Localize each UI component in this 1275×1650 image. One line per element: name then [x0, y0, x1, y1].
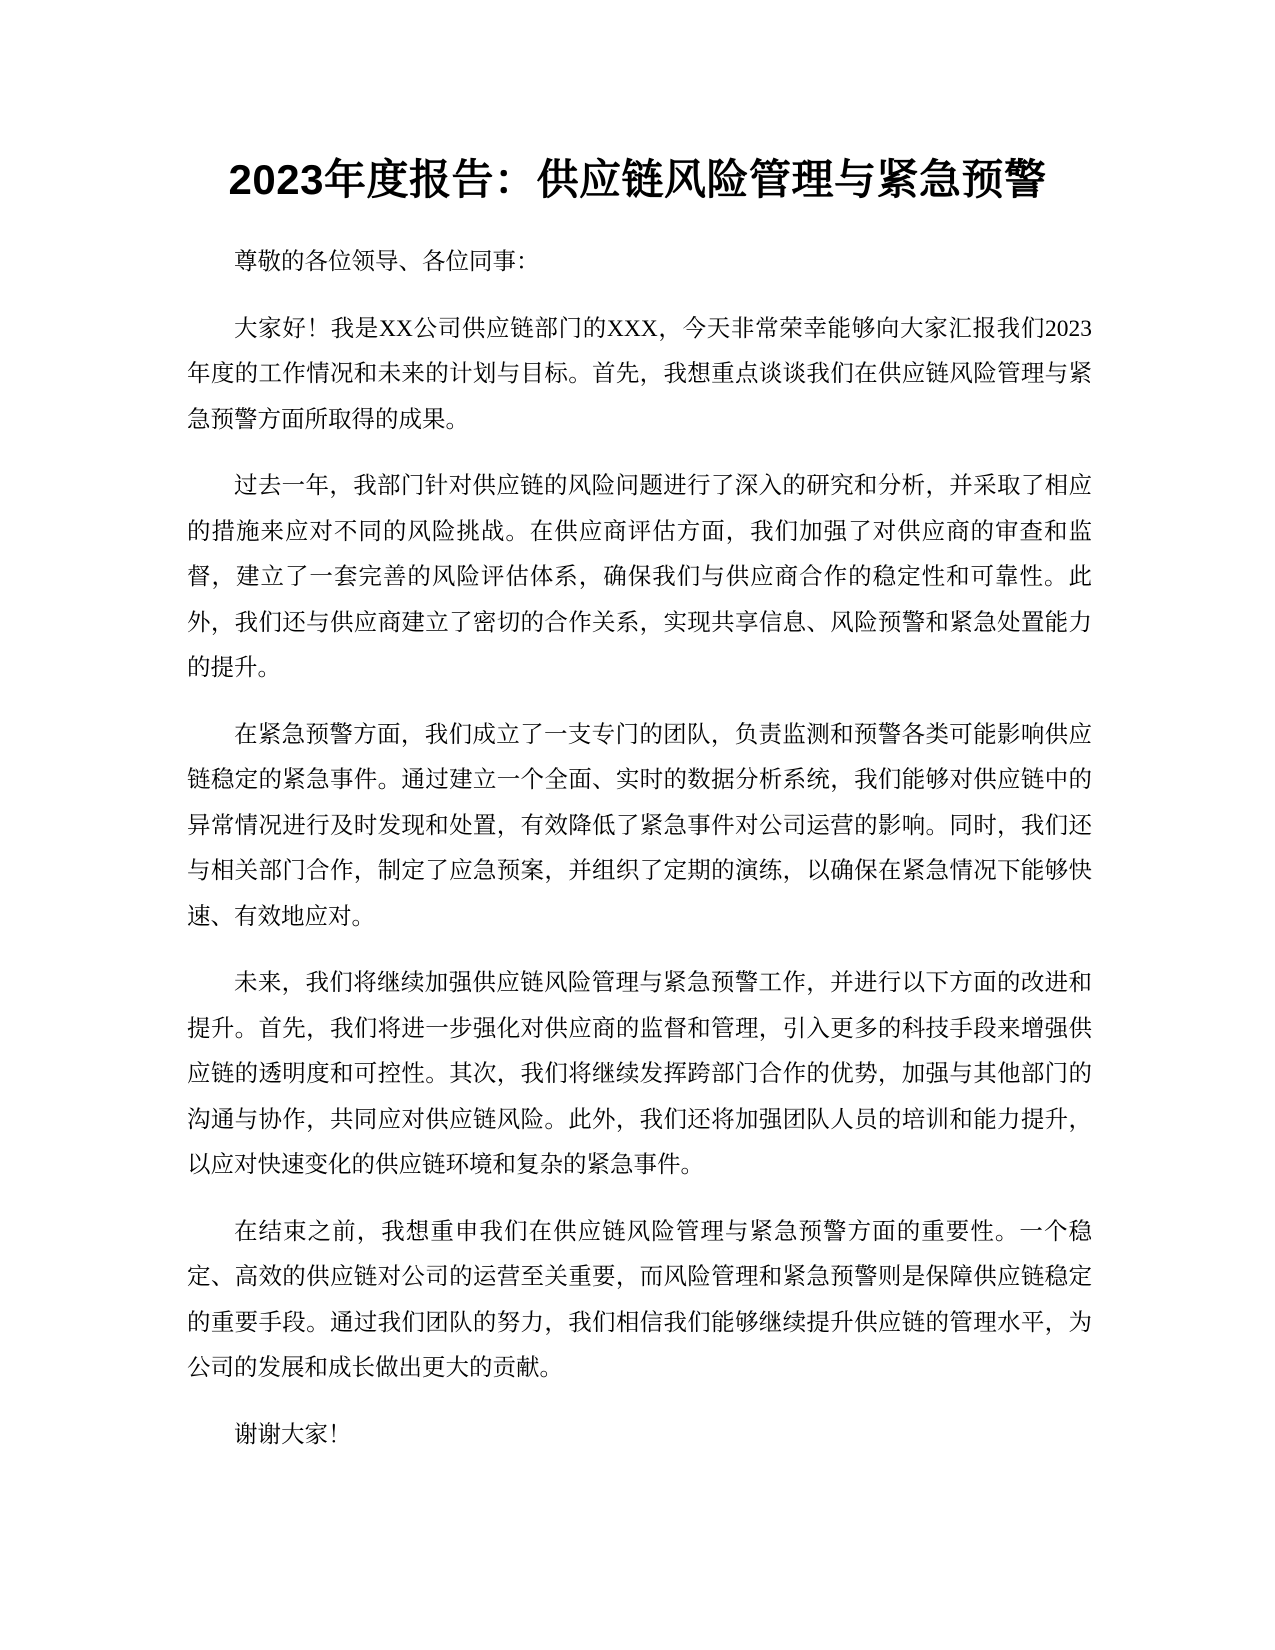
paragraph-conclusion: 在结束之前，我想重申我们在供应链风险管理与紧急预警方面的重要性。一个稳定、高效的供应链对公司的运营至关重要，而风险管理和紧急预警则是保障供应链稳定的重要手段。通过我们团队的努力，我们相信我们能够继续提升供应链的管理水平，为公司的发展和成长做出更大的贡献。 — [187, 1218, 1092, 1381]
paragraph-intro: 大家好！我是XX公司供应链部门的XXX，今天非常荣幸能够向大家汇报我们2023年度的工作情况和未来的计划与目标。首先，我想重点谈谈我们在供应链风险管理与紧急预警方面所取得的成果。 — [187, 315, 1092, 433]
document-title: 2023年度报告：供应链风险管理与紧急预警 — [228, 156, 1047, 203]
greeting: 尊敬的各位领导、各位同事： — [234, 249, 540, 275]
paragraph-past-year: 过去一年，我部门针对供应链的风险问题进行了深入的研究和分析，并采取了相应的措施来应对不同的风险挑战。在供应商评估方面，我们加强了对供应商的审查和监督，建立了一套完善的风险评估体系，确保我们与供应商合作的稳定性和可靠性。此外，我们还与供应商建立了密切的合作关系，实现共享信息、风险预警和紧急处置能力的提升。 — [187, 473, 1092, 681]
closing: 谢谢大家！ — [234, 1421, 352, 1448]
paragraph-future-plans: 未来，我们将继续加强供应链风险管理与紧急预警工作，并进行以下方面的改进和提升。首先，我们将进一步强化对供应商的监督和管理，引入更多的科技手段来增强供应链的透明度和可控性。其次，我们将继续发挥跨部门合作的优势，加强与其他部门的沟通与协作，共同应对供应链风险。此外，我们还将加强团队人员的培训和能力提升，以应对快速变化的供应链环境和复杂的紧急事件。 — [187, 970, 1092, 1178]
document-body — [187, 240, 1092, 1479]
paragraph-early-warning: 在紧急预警方面，我们成立了一支专门的团队，负责监测和预警各类可能影响供应链稳定的紧急事件。通过建立一个全面、实时的数据分析系统，我们能够对供应链中的异常情况进行及时发现和处置，有效降低了紧急事件对公司运营的影响。同时，我们还与相关部门合作，制定了应急预案，并组织了定期的演练，以确保在紧急情况下能够快速、有效地应对。 — [187, 721, 1092, 930]
